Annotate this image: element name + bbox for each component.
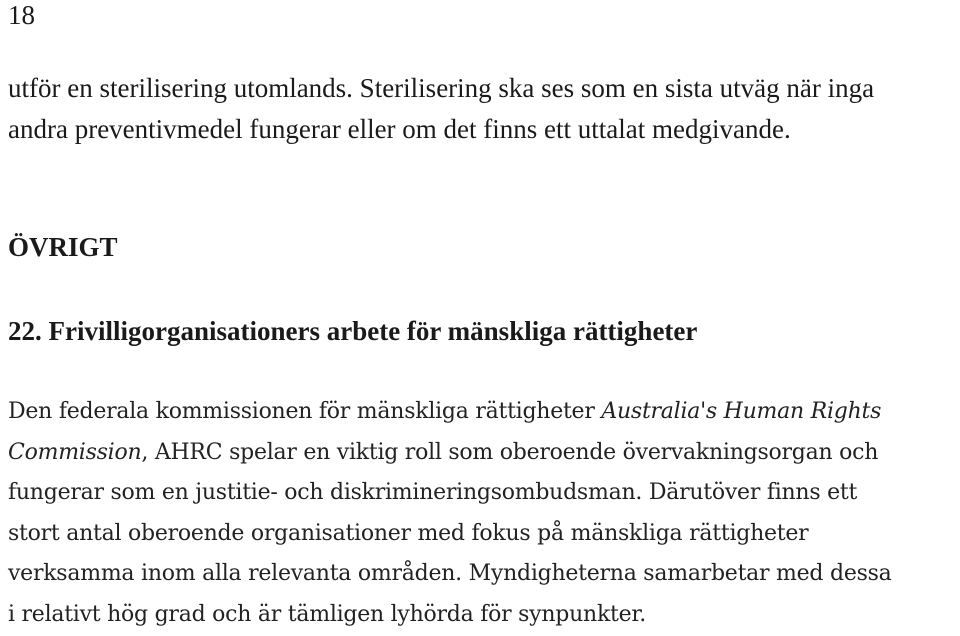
body-line-2-text: , AHRC spelar en viktig roll som oberoende övervakningsorgan och bbox=[141, 439, 879, 465]
body-line-1-text: Den federala kommissionen för mänskliga rättigheter bbox=[8, 399, 602, 424]
body-line-3: fungerar som en justitie- och diskrimineringsombudsman. Därutöver finns ett bbox=[8, 480, 858, 506]
subsection-heading: 22. Frivilligorganisationers arbete för mänskliga rättigheter bbox=[8, 316, 698, 346]
intro-paragraph bbox=[8, 68, 960, 150]
body-paragraph bbox=[8, 392, 960, 636]
body-line-4: stort antal oberoende organisationer med fokus på mänskliga rättigheter bbox=[8, 520, 809, 546]
section-heading: ÖVRIGT bbox=[8, 232, 118, 262]
intro-line-2: andra preventivmedel fungerar eller om det finns ett uttalat medgivande. bbox=[8, 114, 791, 144]
body-line-6: i relativt hög grad och är tämligen lyhörda för synpunkter. bbox=[8, 601, 646, 627]
body-line-2 bbox=[8, 433, 960, 474]
body-line-5: verksamma inom alla relevanta områden. Myndigheterna samarbetar med dessa bbox=[8, 561, 892, 587]
body-line-1 bbox=[8, 392, 960, 433]
ahrc-name-part-1: Australia's Human Rights bbox=[601, 399, 882, 424]
intro-line-1: utför en sterilisering utomlands. Sterilisering ska ses som en sista utväg när inga bbox=[8, 73, 875, 103]
page-number: 18 bbox=[8, 0, 35, 30]
ahrc-name-part-2: Commission bbox=[8, 439, 142, 465]
